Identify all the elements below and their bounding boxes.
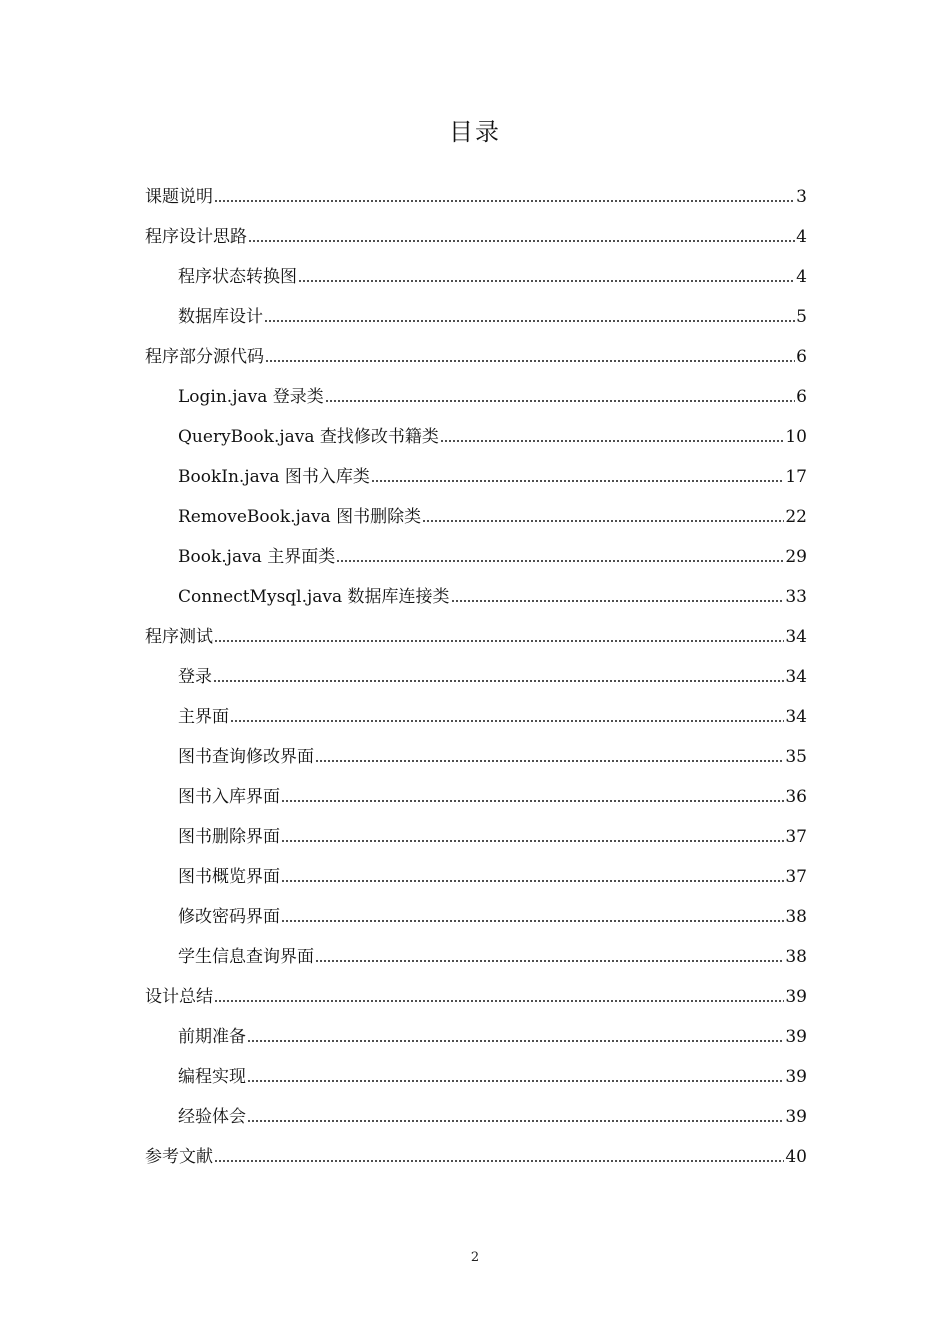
- toc-entry-page: 39: [785, 1027, 807, 1047]
- toc-entry-page: 10: [785, 427, 807, 447]
- toc-entry[interactable]: [178, 928, 807, 968]
- toc-entry[interactable]: [178, 288, 807, 328]
- toc-entry-page: 39: [785, 1107, 807, 1127]
- toc-entry-label: 数据库设计: [178, 307, 263, 327]
- toc-entry-label: 登录: [178, 667, 212, 687]
- toc-entry-page: 4: [796, 267, 807, 287]
- toc-dot-leader: [214, 639, 784, 643]
- toc-entry-page: 6: [796, 387, 807, 407]
- toc-entry-page: 6: [796, 347, 807, 367]
- toc-dot-leader: [371, 479, 784, 483]
- toc-entry[interactable]: [178, 368, 807, 408]
- toc-entry[interactable]: [178, 1048, 807, 1088]
- toc-entry-page: 35: [785, 747, 807, 767]
- toc-entry-label: 程序测试: [145, 627, 213, 647]
- toc-dot-leader: [247, 1119, 784, 1123]
- toc-entry-page: 34: [785, 667, 807, 687]
- toc-dot-leader: [264, 319, 795, 323]
- toc-entry[interactable]: [145, 968, 807, 1008]
- toc-entry[interactable]: [145, 208, 807, 248]
- toc-dot-leader: [315, 959, 784, 963]
- toc-entry-page: 38: [785, 947, 807, 967]
- toc-entry[interactable]: [178, 648, 807, 688]
- toc-entry-label: 课题说明: [145, 187, 213, 207]
- toc-entry-label: 修改密码界面: [178, 907, 280, 927]
- toc-entry-label: 前期准备: [178, 1027, 246, 1047]
- toc-dot-leader: [440, 439, 784, 443]
- toc-entry[interactable]: [178, 768, 807, 808]
- toc-entry-label: 程序设计思路: [145, 227, 247, 247]
- toc-entry-label: 图书查询修改界面: [178, 747, 314, 767]
- toc-entry[interactable]: [178, 848, 807, 888]
- toc-entry-label: 图书删除界面: [178, 827, 280, 847]
- toc-entry[interactable]: [178, 1008, 807, 1048]
- toc-dot-leader: [451, 599, 785, 603]
- toc-dot-leader: [281, 919, 784, 923]
- toc-entry-page: 37: [785, 827, 807, 847]
- toc-dot-leader: [230, 719, 784, 723]
- toc-entry[interactable]: [178, 1088, 807, 1128]
- toc-entry[interactable]: [178, 488, 807, 528]
- toc-entry[interactable]: [178, 248, 807, 288]
- toc-entry[interactable]: [178, 408, 807, 448]
- toc-entry-label: Book.java 主界面类: [178, 547, 336, 567]
- toc-entry-label: Login.java 登录类: [178, 387, 324, 407]
- toc-dot-leader: [214, 999, 784, 1003]
- toc-entry[interactable]: [178, 888, 807, 928]
- toc-dot-leader: [281, 839, 784, 843]
- toc-dot-leader: [248, 239, 795, 243]
- toc-entry-label: RemoveBook.java 图书删除类: [178, 507, 422, 527]
- toc-dot-leader: [298, 279, 795, 283]
- toc-entry-label: 参考文献: [145, 1147, 213, 1167]
- toc-dot-leader: [214, 1159, 784, 1163]
- toc-entry-page: 40: [785, 1147, 807, 1167]
- toc-dot-leader: [422, 519, 784, 523]
- toc-entry[interactable]: [145, 328, 807, 368]
- toc-dot-leader: [281, 799, 784, 803]
- toc-entry-page: 39: [785, 987, 807, 1007]
- toc-entry-page: 3: [796, 187, 807, 207]
- toc-entry-label: 程序部分源代码: [145, 347, 264, 367]
- toc-entry-page: 17: [785, 467, 807, 487]
- toc-entry[interactable]: [178, 528, 807, 568]
- toc-entry-page: 34: [785, 627, 807, 647]
- toc-entry[interactable]: [178, 808, 807, 848]
- toc-entry[interactable]: [145, 1128, 807, 1168]
- toc-entry[interactable]: [178, 568, 807, 608]
- page-number: 2: [470, 1250, 480, 1265]
- page-title: 目录: [449, 118, 501, 146]
- toc-entry-label: BookIn.java 图书入库类: [178, 467, 370, 487]
- toc-entry[interactable]: [145, 168, 807, 208]
- toc-entry-page: 36: [785, 787, 807, 807]
- toc-entry-page: 29: [785, 547, 807, 567]
- toc-dot-leader: [265, 359, 795, 363]
- toc-entry-label: 图书概览界面: [178, 867, 280, 887]
- toc-entry-page: 22: [785, 507, 807, 527]
- toc-entry-label: 编程实现: [178, 1067, 246, 1087]
- toc-entry-page: 4: [796, 227, 807, 247]
- toc-entry[interactable]: [178, 728, 807, 768]
- toc-entry[interactable]: [178, 688, 807, 728]
- toc-entry-label: 设计总结: [145, 987, 213, 1007]
- toc-dot-leader: [315, 759, 784, 763]
- toc-entry-page: 37: [785, 867, 807, 887]
- toc-entry-label: 程序状态转换图: [178, 267, 297, 287]
- toc-entry-label: QueryBook.java 查找修改书籍类: [178, 427, 439, 447]
- toc-dot-leader: [281, 879, 784, 883]
- toc-entry-label: 经验体会: [178, 1107, 246, 1127]
- toc-entry-label: 图书入库界面: [178, 787, 280, 807]
- toc-entry-page: 33: [785, 587, 807, 607]
- toc-entry-page: 5: [796, 307, 807, 327]
- toc-entry-label: 学生信息查询界面: [178, 947, 314, 967]
- toc-dot-leader: [247, 1079, 784, 1083]
- toc-entry-page: 38: [785, 907, 807, 927]
- toc-entry[interactable]: [145, 608, 807, 648]
- toc-dot-leader: [247, 1039, 784, 1043]
- toc-dot-leader: [214, 199, 795, 203]
- toc-dot-leader: [325, 399, 795, 403]
- toc-entry-page: 39: [785, 1067, 807, 1087]
- toc-entry-label: 主界面: [178, 707, 229, 727]
- toc-dot-leader: [213, 679, 784, 683]
- toc-entry-label: ConnectMysql.java 数据库连接类: [178, 587, 450, 607]
- toc-entry[interactable]: [178, 448, 807, 488]
- toc-dot-leader: [336, 559, 784, 563]
- toc-entry-page: 34: [785, 707, 807, 727]
